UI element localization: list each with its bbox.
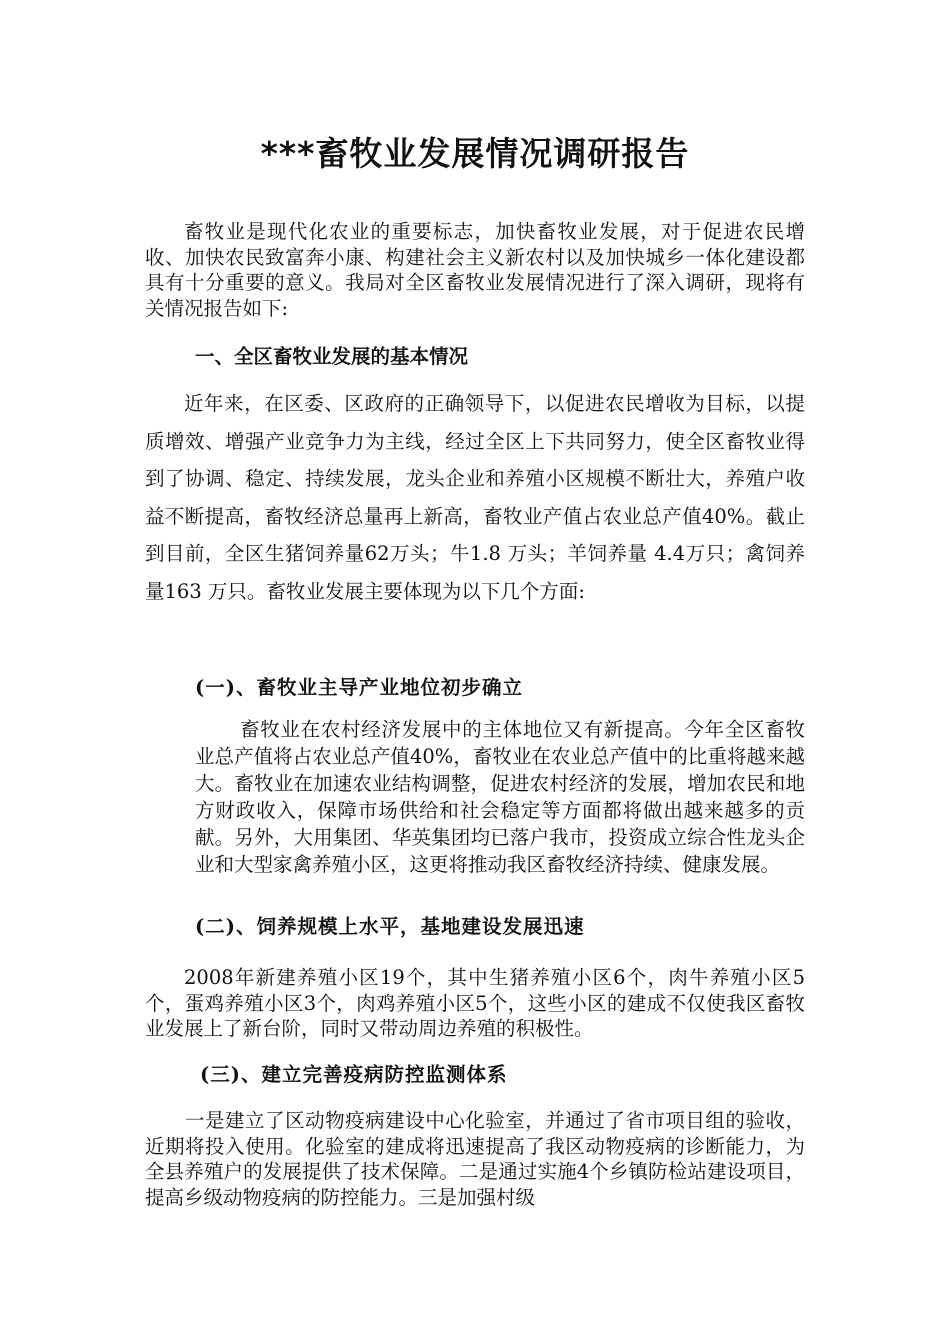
- section-1-overview-paragraph: 近年来，在区委、区政府的正确领导下，以促进农民增收为目标，以提质增效、增强产业竞争力为主线，经过全区上下共同努力，使全区畜牧业得到了协调、稳定、持续发展，龙头企业和养殖小区规模不断壮大，养殖户收益不断提高，畜牧经济总量再上新高，畜牧业产值占农业总产值40%。截止到目前，全区生猪饲养量62万头；牛1.8 万头；羊饲养量 4.4万只；禽饲养量163 万只。畜牧业发展主要体现为以下几个方面:: [145, 392, 805, 603]
- intro-paragraph: 畜牧业是现代化农业的重要标志，加快畜牧业发展，对于促进农民增收、加快农民致富奔小康、构建社会主义新农村以及加快城乡一体化建设都具有十分重要的意义。我局对全区畜牧业发展情况进行了深入调研，现将有关情况报告如下:: [145, 220, 805, 320]
- document-title: ***畜牧业发展情况调研报告: [260, 134, 690, 173]
- subsection-3-heading: (三)、建立完善疫病防控监测体系: [200, 1063, 508, 1086]
- subsection-2-paragraph: 2008年新建养殖小区19个，其中生猪养殖小区6个，肉牛养殖小区5个，蛋鸡养殖小区3个，肉鸡养殖小区5个，这些小区的建成不仅使我区畜牧业发展上了新台阶，同时又带动周边养殖的积极性。: [145, 966, 805, 1040]
- subsection-1-paragraph: 畜牧业在农村经济发展中的主体地位又有新提高。今年全区畜牧业总产值将占农业总产值40%，畜牧业在农业总产值中的比重将越来越大。畜牧业在加速农业结构调整，促进农村经济的发展，增加农民和地方财政收入，保障市场供给和社会稳定等方面都将做出越来越多的贡献。另外，大用集团、华英集团均已落户我市，投资成立综合性龙头企业和大型家禽养殖小区，这更将推动我区畜牧经济持续、健康发展。: [195, 718, 805, 876]
- subsection-1-heading: (一)、畜牧业主导产业地位初步确立: [195, 676, 523, 699]
- subsection-3-paragraph: 一是建立了区动物疫病建设中心化验室，并通过了省市项目组的验收，近期将投入使用。化验室的建成将迅速提高了我区动物疫病的诊断能力，为全县养殖户的发展提供了技术保障。二是通过实施4个乡镇防检站建设项目，提高乡级动物疫病的防控能力。三是加强村级: [145, 1109, 805, 1209]
- subsection-2-heading: (二)、饲养规模上水平，基地建设发展迅速: [195, 915, 585, 938]
- section-1-heading: 一、全区畜牧业发展的基本情况: [195, 345, 469, 368]
